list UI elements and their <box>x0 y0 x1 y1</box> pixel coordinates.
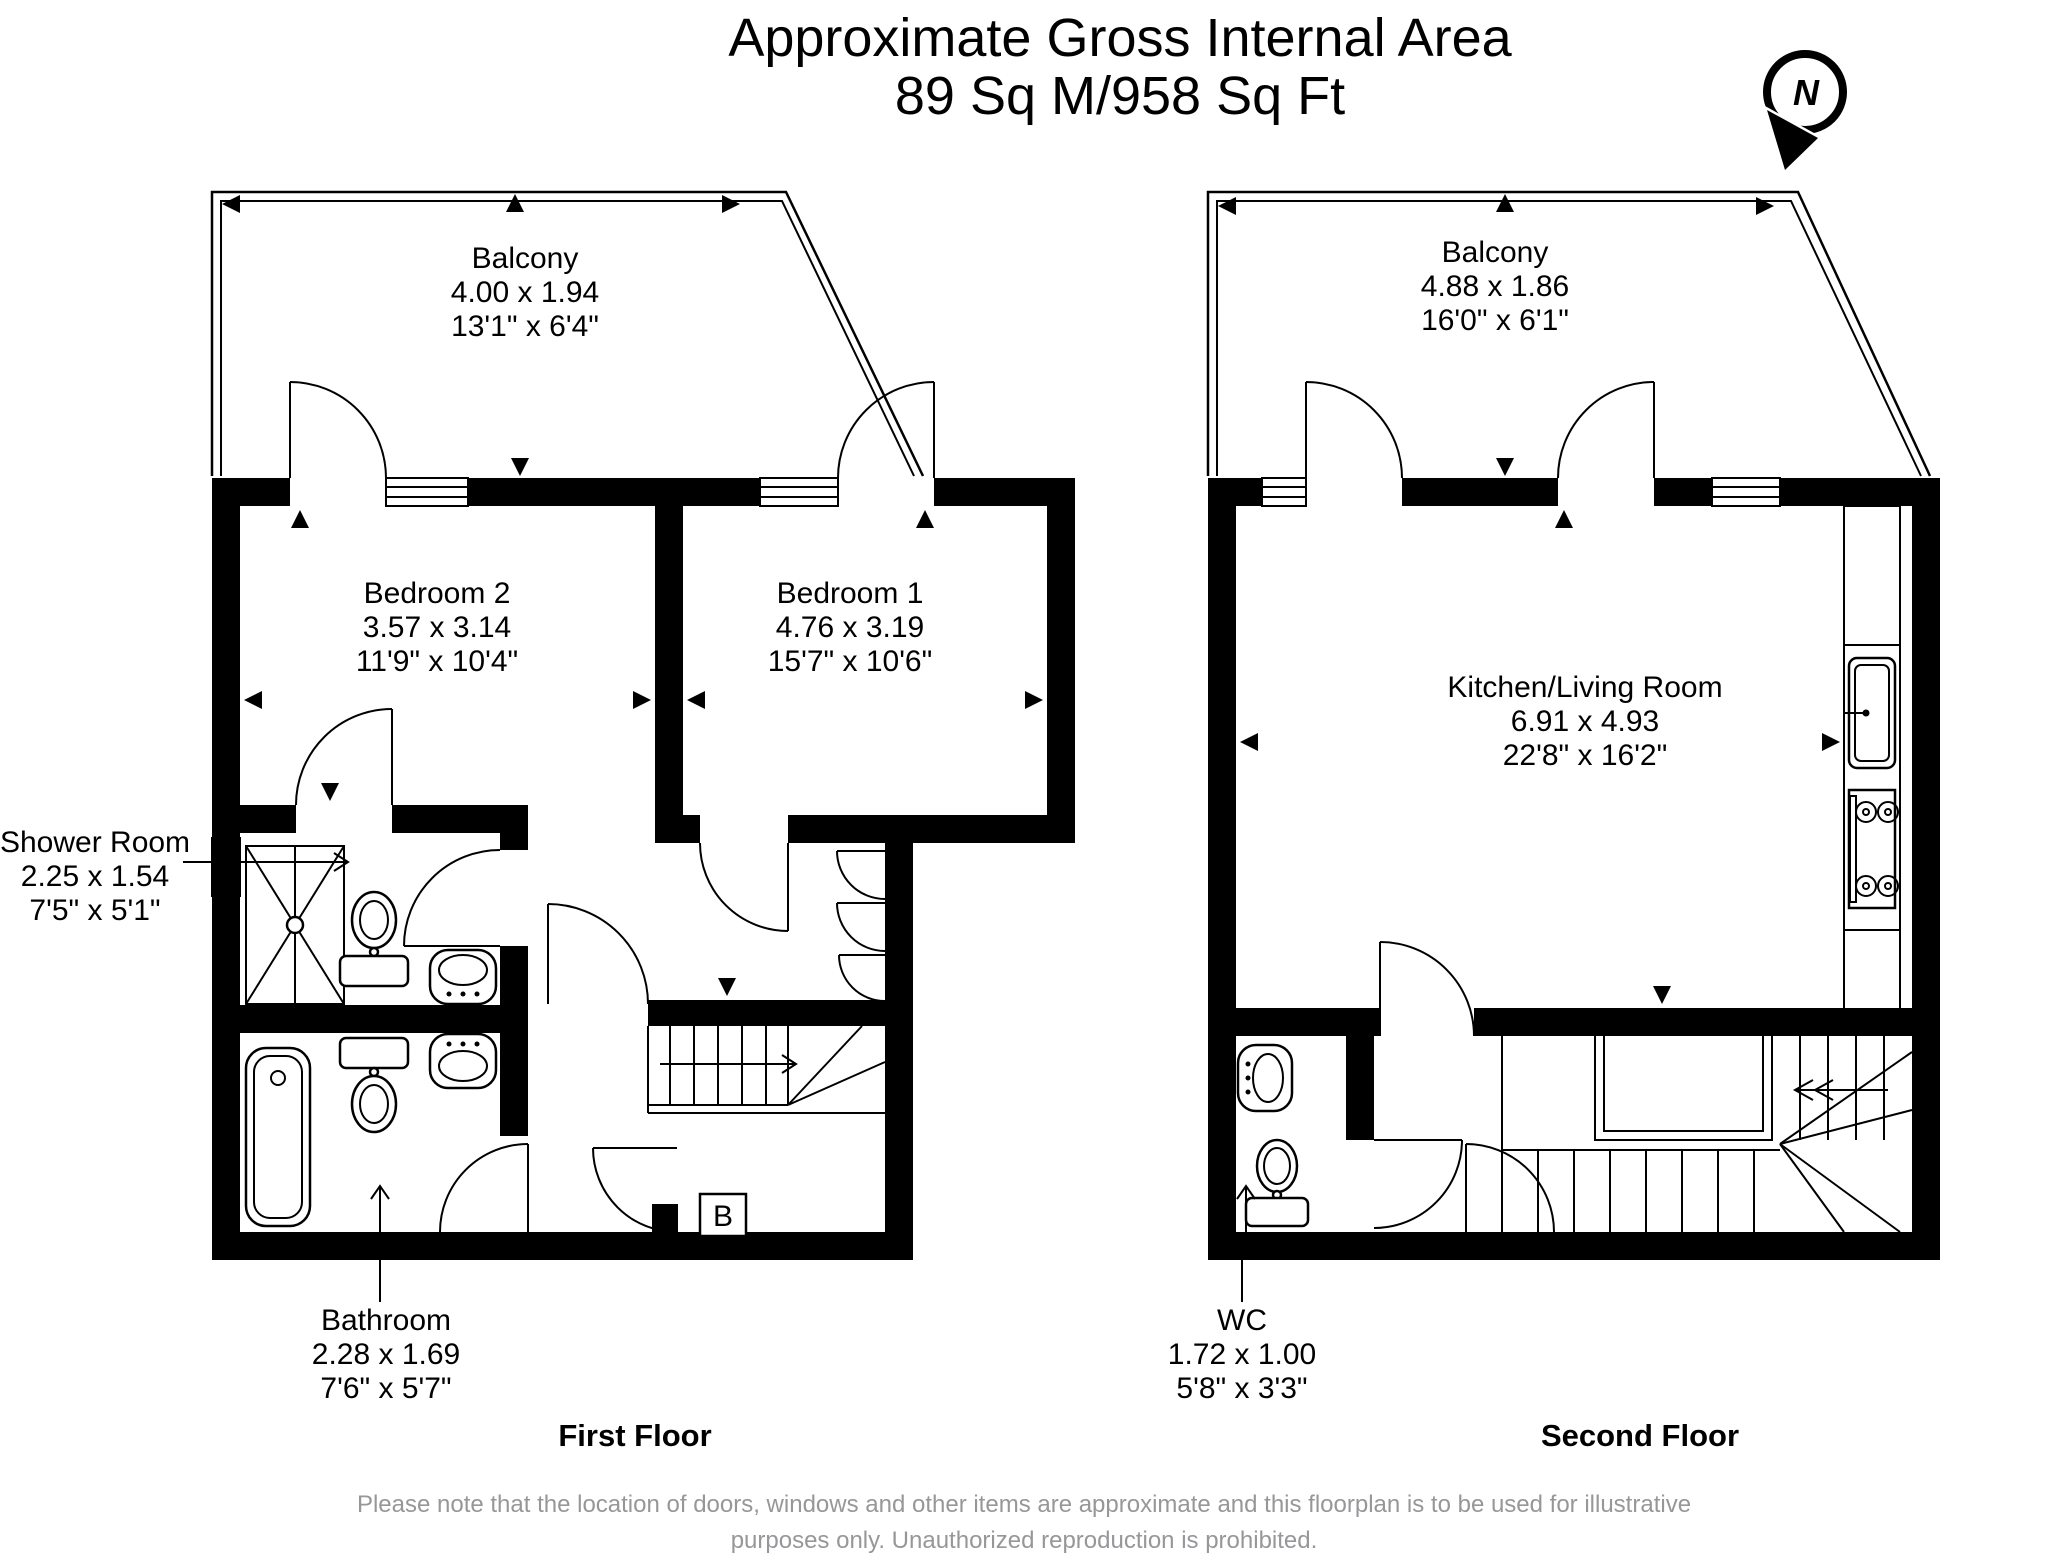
disclaimer-line2: purposes only. Unauthorized reproduction is prohibited. <box>730 1527 1318 1554</box>
door-balcony-right-2f <box>1558 382 1654 478</box>
boiler-box <box>700 1194 746 1236</box>
boiler-label: B <box>712 1200 734 1233</box>
kitchen-counter <box>1844 506 1900 1010</box>
window-icon <box>386 478 468 506</box>
room-label-balcony-2f <box>1421 236 1569 337</box>
room-size-imperial: 13'1" x 6'4" <box>451 310 599 343</box>
basin-icon <box>430 950 496 1004</box>
hob-icon <box>1849 790 1898 908</box>
room-size-metric: 3.57 x 3.14 <box>362 611 512 644</box>
room-size-imperial: 7'6" x 5'7" <box>320 1372 452 1405</box>
room-label-wc <box>1168 1304 1316 1405</box>
door-shower-room <box>404 850 500 946</box>
door-hallway-main <box>548 904 648 1004</box>
north-compass-icon <box>1767 54 1843 170</box>
door-balcony-left-2f <box>1306 382 1402 478</box>
walls-2f <box>1208 478 1940 1260</box>
room-size-metric: 4.76 x 3.19 <box>775 611 925 644</box>
room-label-balcony-1f <box>451 242 599 343</box>
stairs-down-arrow-icon <box>1795 1080 1888 1100</box>
room-size-imperial: 7'5" x 5'1" <box>29 894 161 927</box>
room-name: Balcony <box>1441 236 1549 269</box>
stairs-1f <box>648 1026 885 1113</box>
kitchen-sink-icon <box>1844 658 1895 768</box>
window-icon <box>1262 478 1306 506</box>
door-balcony-left <box>290 382 386 478</box>
second-floor-plan <box>1168 192 1940 1453</box>
disclaimer-line1: Please note that the location of doors, windows and other items are approximate and this floorplan is to be used for illustrative <box>356 1491 1692 1518</box>
room-label-kitchen-living <box>1447 671 1722 772</box>
room-size-metric: 1.72 x 1.00 <box>1167 1338 1317 1371</box>
basin-icon <box>430 1034 496 1088</box>
bathtub-icon <box>246 1048 310 1226</box>
room-size-imperial: 16'0" x 6'1" <box>1421 304 1569 337</box>
compass-north-label: N <box>1793 72 1819 113</box>
room-name: Bedroom 1 <box>776 577 924 610</box>
door-kitchen-living <box>1380 942 1474 1036</box>
closet-doors <box>837 851 885 1001</box>
door-bedroom1 <box>700 843 788 931</box>
door-wc <box>1374 1140 1462 1228</box>
room-label-bathroom <box>312 1304 460 1405</box>
compass-needle <box>1767 110 1818 170</box>
room-label-bedroom2 <box>356 577 518 678</box>
room-size-imperial: 5'8" x 3'3" <box>1176 1372 1308 1405</box>
door-bedroom2 <box>296 709 392 805</box>
room-size-metric: 4.00 x 1.94 <box>450 276 600 309</box>
window-icon <box>760 478 838 506</box>
walls-1f <box>212 478 1075 1260</box>
room-name: Shower Room <box>0 826 191 859</box>
room-label-shower-room <box>0 826 190 927</box>
room-size-metric: 2.28 x 1.69 <box>311 1338 461 1371</box>
door-bathroom <box>440 1144 528 1232</box>
room-name: Kitchen/Living Room <box>1447 671 1723 704</box>
title-line1: Approximate Gross Internal Area <box>728 8 1512 68</box>
door-hall-2f <box>1466 1144 1554 1232</box>
room-size-imperial: 11'9" x 10'4" <box>355 645 519 678</box>
window-icon <box>1712 478 1780 506</box>
room-name: Bathroom <box>320 1304 452 1337</box>
disclaimer <box>357 1491 1691 1554</box>
toilet-icon <box>1246 1140 1308 1226</box>
room-name: Balcony <box>471 242 579 275</box>
title-line2: 89 Sq M/958 Sq Ft <box>894 66 1346 126</box>
title-block <box>728 8 1512 126</box>
room-size-metric: 2.25 x 1.54 <box>20 860 170 893</box>
room-name: Bedroom 2 <box>363 577 511 610</box>
room-size-imperial: 15'7" x 10'6" <box>767 645 933 678</box>
toilet-icon <box>340 1038 408 1132</box>
room-size-metric: 6.91 x 4.93 <box>1510 705 1660 738</box>
stairs-up-arrow-icon <box>660 1055 796 1073</box>
toilet-icon <box>340 892 408 986</box>
first-floor-plan <box>0 192 1075 1453</box>
shower-tray-icon <box>246 846 344 1004</box>
room-size-metric: 4.88 x 1.86 <box>1420 270 1570 303</box>
room-size-imperial: 22'8" x 16'2" <box>1502 739 1668 772</box>
room-name: WC <box>1217 1304 1267 1337</box>
room-label-bedroom1 <box>768 577 933 678</box>
first-floor-label: First Floor <box>558 1418 712 1453</box>
basin-icon <box>1238 1045 1292 1111</box>
door-balcony-right <box>838 382 934 478</box>
second-floor-label: Second Floor <box>1540 1418 1740 1453</box>
stairs-2f <box>1502 1036 1912 1232</box>
fixtures-2f <box>1238 1045 1308 1226</box>
